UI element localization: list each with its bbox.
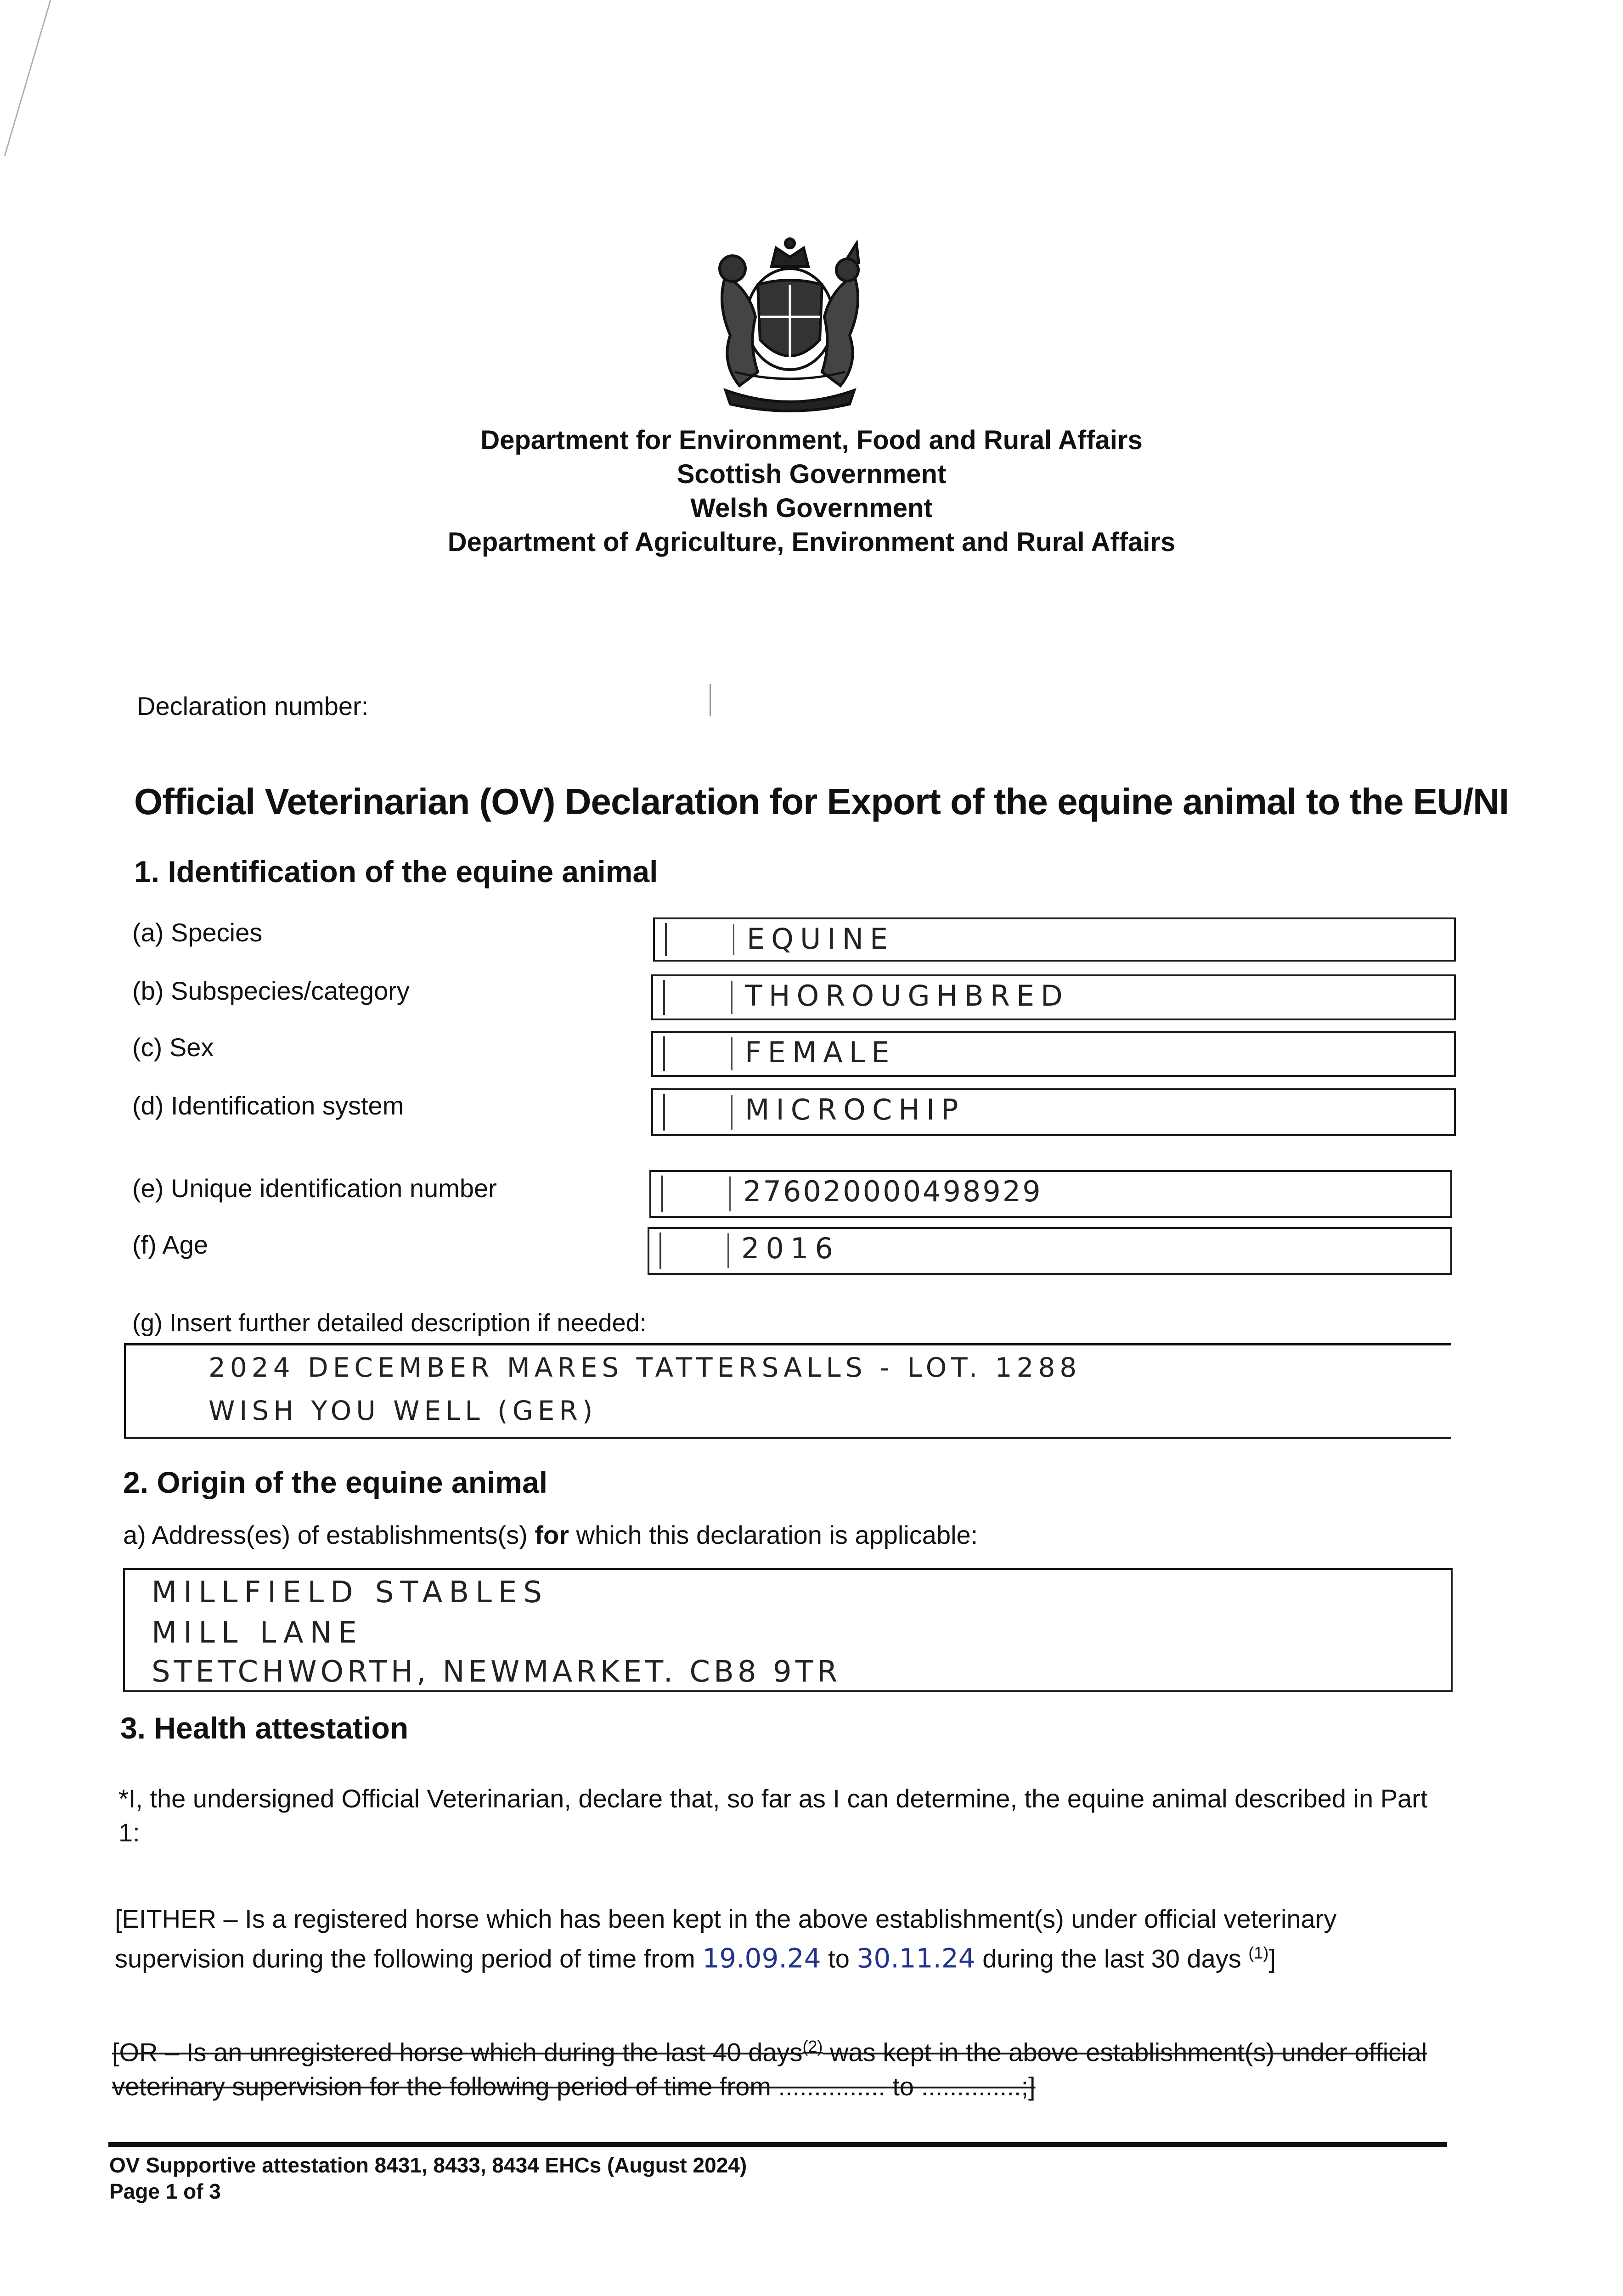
subspecies-label: (b) Subspecies/category	[132, 976, 410, 1005]
section3-heading: 3. Health attestation	[120, 1711, 409, 1745]
field-divider	[729, 1176, 731, 1211]
further-description-box[interactable]	[124, 1343, 1451, 1439]
sex-field[interactable]	[651, 1031, 1456, 1077]
field-divider	[665, 923, 667, 956]
address-line-1: MILLFIELD STABLES	[152, 1576, 548, 1609]
field-divider	[663, 980, 665, 1015]
or-text-1: [OR – Is an unregistered horse which during the last 40 days	[112, 2037, 803, 2067]
section1-heading: 1. Identification of the equine animal	[134, 855, 658, 889]
address-line-3: STETCHWORTH, NEWMARKET. CB8 9TR	[152, 1655, 841, 1689]
either-to-date[interactable]: 30.11.24	[857, 1942, 975, 1974]
age-value: 2016	[741, 1232, 840, 1265]
address-label-pre: a) Address(es) of establishments(s)	[123, 1520, 535, 1549]
subspecies-value: THOROUGHBRED	[745, 979, 1069, 1013]
field-divider	[727, 1233, 729, 1268]
age-label: (f) Age	[132, 1230, 208, 1259]
further-description-line-2: WISH YOU WELL (GER)	[209, 1395, 597, 1426]
declaration-number-mark	[710, 684, 711, 716]
unique-id-field[interactable]	[649, 1170, 1452, 1218]
either-text-1: [EITHER – Is a registered horse which has been kept in the above establishment(s) under official veterinary supervision during the following period of time from	[115, 1904, 1337, 1973]
or-clause-struck	[112, 2030, 1453, 2104]
further-description-label: (g) Insert further detailed description if needed:	[132, 1309, 647, 1337]
field-divider	[731, 1037, 733, 1070]
health-attestation-intro: *I, the undersigned Official Veterinarian, declare that, so far as I can determine, the equine animal described in Part 1:	[118, 1784, 1428, 1847]
address-label	[123, 1520, 978, 1550]
department-daera: Department of Agriculture, Environment and Rural Affairs	[447, 527, 1176, 557]
department-scottish-government: Scottish Government	[676, 459, 947, 489]
section2-heading: 2. Origin of the equine animal	[123, 1465, 548, 1499]
department-welsh-government: Welsh Government	[690, 493, 933, 523]
sex-label: (c) Sex	[132, 1033, 214, 1062]
subspecies-field[interactable]	[651, 974, 1456, 1020]
unique-id-label: (e) Unique identification number	[132, 1174, 497, 1203]
identification-system-value: MICROCHIP	[745, 1093, 965, 1126]
unique-id-value: 276020000498929	[743, 1175, 1043, 1208]
address-label-bold: for	[535, 1520, 569, 1549]
field-divider	[659, 1232, 661, 1269]
page-title: Official Veterinarian (OV) Declaration for Export of the equine animal to the EU/NI	[134, 781, 1509, 822]
address-line-2: MILL LANE	[152, 1616, 363, 1650]
species-field[interactable]	[653, 917, 1456, 962]
field-divider	[663, 1094, 665, 1131]
field-divider	[731, 981, 733, 1014]
age-field[interactable]	[648, 1227, 1452, 1275]
footer-line-1: OV Supportive attestation 8431, 8433, 8434 EHCs (August 2024)	[109, 2153, 747, 2177]
footer-line-2: Page 1 of 3	[109, 2179, 221, 2203]
royal-crest-icon	[698, 234, 882, 418]
sex-value: FEMALE	[745, 1035, 896, 1069]
either-from-date[interactable]: 19.09.24	[702, 1942, 821, 1974]
further-description-line-1: 2024 DECEMBER MARES TATTERSALLS - LOT. 1288	[209, 1352, 1082, 1383]
either-text-2: during the last 30 days	[982, 1944, 1241, 1973]
species-value: EQUINE	[747, 922, 895, 956]
either-clause	[115, 1902, 1451, 1976]
either-footnote: (1)	[1248, 1943, 1269, 1962]
field-divider	[661, 1176, 663, 1212]
identification-system-label: (d) Identification system	[132, 1091, 404, 1120]
department-defra: Department for Environment, Food and Rural Affairs	[480, 425, 1143, 455]
scan-artefact-line	[0, 0, 55, 165]
or-footnote: (2)	[802, 2037, 823, 2056]
field-divider	[731, 1095, 733, 1130]
declaration-number-label: Declaration number:	[137, 692, 369, 720]
footer-divider	[108, 2142, 1447, 2147]
address-label-post: which this declaration is applicable:	[569, 1520, 978, 1549]
or-text-2: was kept in the above establishment(s) under official veterinary supervision for the following period of time from ............... to ..............;]	[112, 2037, 1427, 2101]
identification-system-field[interactable]	[651, 1088, 1456, 1136]
either-close: ]	[1268, 1944, 1276, 1973]
species-label: (a) Species	[132, 918, 263, 947]
field-divider	[663, 1036, 665, 1071]
field-divider	[733, 924, 734, 955]
address-box[interactable]	[123, 1568, 1453, 1692]
either-to-word: to	[828, 1944, 850, 1973]
